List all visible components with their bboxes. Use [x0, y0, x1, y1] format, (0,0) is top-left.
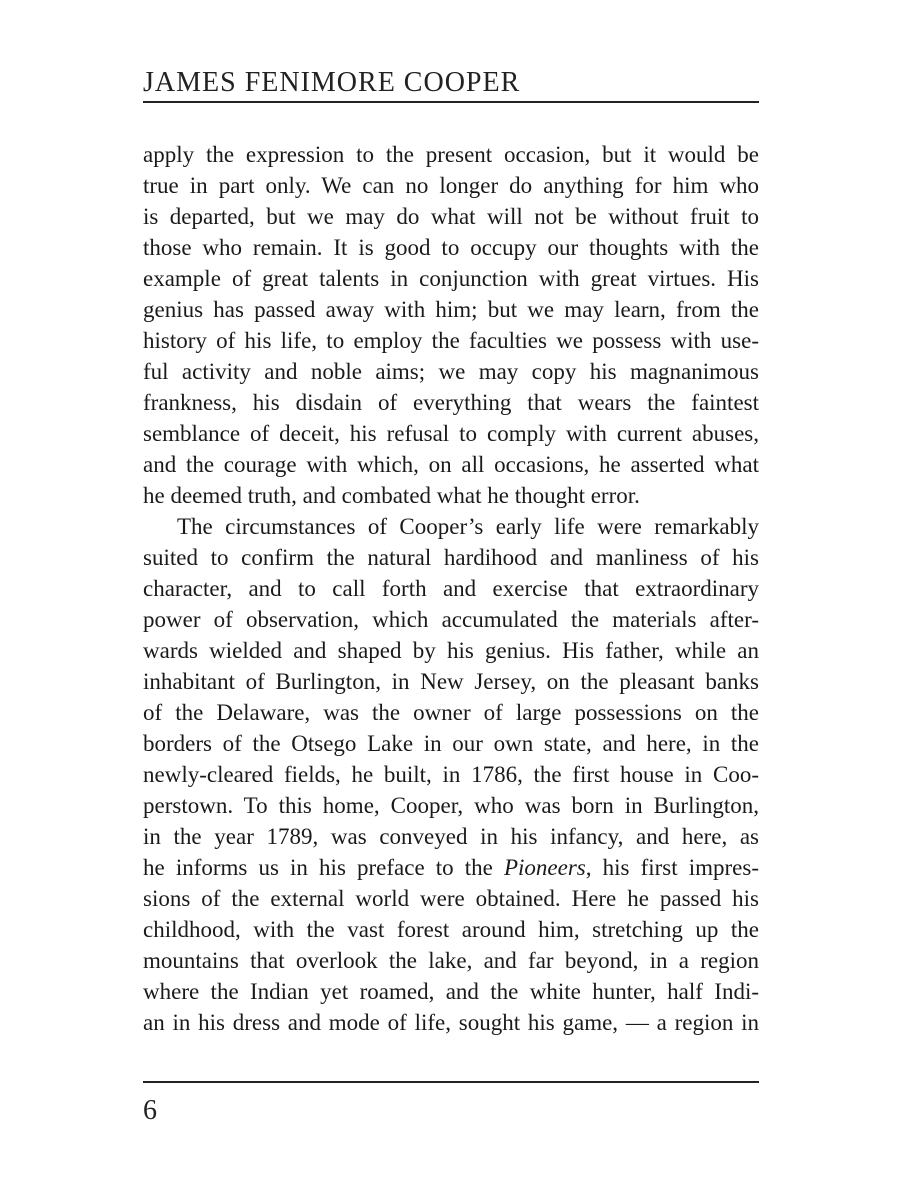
text-line: is departed, but we may do what will not be without fruit to: [143, 204, 759, 229]
text-line: character, and to call forth and exercise that extraordinary: [143, 576, 759, 601]
text-line: in the year 1789, was conveyed in his infancy, and here, as: [143, 824, 759, 849]
body-text: [143, 139, 759, 1038]
text-line: newly-cleared fields, he built, in 1786, the first house in Coo-: [143, 762, 759, 787]
text-line: ful activity and noble aims; we may copy his magnanimous: [143, 359, 759, 384]
running-header-title: JAMES FENIMORE COOPER: [143, 67, 521, 98]
text-line: he deemed truth, and combated what he thought error.: [143, 483, 640, 508]
text-line-with-italic: [143, 852, 759, 883]
text-line: mountains that overlook the lake, and far beyond, in a region: [143, 948, 759, 973]
header-divider: [143, 101, 759, 103]
text-line: those who remain. It is good to occupy our thoughts with the: [143, 235, 759, 260]
text-line: childhood, with the vast forest around him, stretching up the: [143, 917, 759, 942]
footer-divider: [143, 1081, 759, 1083]
text-line: perstown. To this home, Cooper, who was born in Burlington,: [143, 793, 759, 818]
text-line: true in part only. We can no longer do anything for him who: [143, 173, 759, 198]
text-line: of the Delaware, was the owner of large possessions on the: [143, 700, 759, 725]
text-line: an in his dress and mode of life, sought his game, — a region in: [143, 1010, 759, 1035]
text-line: suited to confirm the natural hardihood and manliness of his: [143, 545, 759, 570]
text-line: sions of the external world were obtained. Here he passed his: [143, 886, 759, 911]
text-line: The circumstances of Cooper’s early life were remarkably: [177, 514, 759, 539]
text-line: and the courage with which, on all occasions, he asserted what: [143, 452, 759, 477]
text-line: power of observation, which accumulated the materials after-: [143, 607, 759, 632]
text-line: example of great talents in conjunction with great virtues. His: [143, 266, 759, 291]
text-run: he informs us in his preface to the: [143, 855, 504, 880]
text-run: , his first impres-: [585, 855, 759, 880]
text-line: semblance of deceit, his refusal to comply with current abuses,: [143, 421, 759, 446]
text-line: apply the expression to the present occasion, but it would be: [143, 142, 759, 167]
book-title-pioneers: Pioneers: [503, 855, 586, 880]
text-line: wards wielded and shaped by his genius. His father, while an: [143, 638, 759, 663]
page-number: 6: [143, 1095, 157, 1126]
text-line: where the Indian yet roamed, and the white hunter, half Indi-: [143, 979, 759, 1004]
text-line: inhabitant of Burlington, in New Jersey, on the pleasant banks: [143, 669, 759, 694]
text-line: history of his life, to employ the faculties we possess with use-: [143, 328, 759, 353]
text-line: genius has passed away with him; but we may learn, from the: [143, 297, 759, 322]
text-line: frankness, his disdain of everything that wears the faintest: [143, 390, 759, 415]
text-line: borders of the Otsego Lake in our own state, and here, in the: [143, 731, 759, 756]
